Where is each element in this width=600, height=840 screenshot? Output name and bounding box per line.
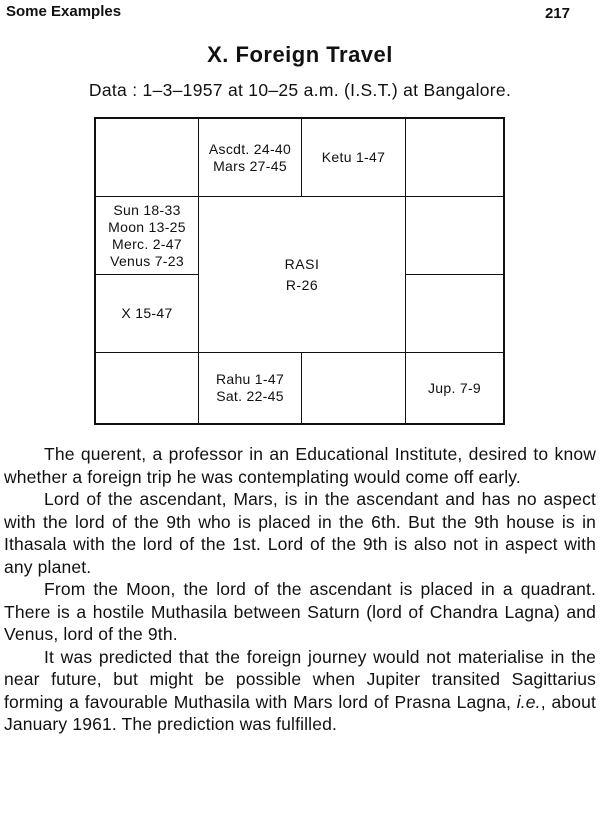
paragraph: The querent, a professor in an Educational Institute, desired to know whether a foreign trip he was contemplating would come off early.	[4, 444, 596, 487]
chart-center	[199, 197, 406, 353]
section-title: X. Foreign Travel	[207, 42, 393, 67]
chart-house-r1c1	[96, 119, 199, 197]
paragraph: Lord of the ascendant, Mars, is in the ascendant and has no aspect with the lord of the 9th who is placed in the 6th. But the 9th house is in Ithasala with the lord of the 1st. Lord of the 9th is also not in aspect with any planet.	[4, 489, 596, 577]
chart-entry: Mars 27-45	[213, 157, 287, 174]
chart-house-r4c1	[96, 353, 199, 423]
chart-entry: Venus 7-23	[110, 252, 184, 269]
chart-entry: Ascdt. 24-40	[208, 140, 292, 157]
chart-entry: Merc. 2-47	[112, 235, 182, 252]
chart-house-r2c4	[406, 197, 503, 275]
chart-entry: X 15-47	[121, 305, 173, 321]
rasi-chart	[94, 117, 505, 425]
paragraph-text: It was predicted that the foreign journey would not materialise in the near future, but might be possible when Jupiter transited Sagittarius forming a favourable Muthasila with Mars lord of Prasna Lagna,	[4, 646, 596, 712]
chart-house-r3c1	[96, 275, 199, 353]
chart-entry: Rahu 1-47	[215, 371, 285, 387]
chart-entry: Sun 18-33	[113, 201, 181, 218]
chart-house-r4c4	[406, 353, 503, 423]
chart-entry: Ketu 1-47	[321, 149, 386, 165]
chart-house-r1c4	[406, 119, 503, 197]
chart-house-r1c2	[199, 119, 302, 197]
chart-house-r4c2	[199, 353, 302, 423]
chart-entry: Sat. 22-45	[216, 388, 284, 404]
chart-house-r2c1	[96, 197, 199, 275]
chart-house-r1c3	[302, 119, 406, 197]
chart-center-label: RASI	[284, 255, 320, 272]
abbreviation-ie: i.e.	[516, 691, 541, 712]
paragraph: From the Moon, the lord of the ascendant is placed in a quadrant. There is a hostile Muthasila between Saturn (lord of Chandra Lagna) and Venus, lord of the 9th.	[4, 579, 596, 644]
running-head: Some Examples	[6, 3, 122, 20]
chart-house-r4c3	[302, 353, 406, 423]
chart-house-r3c4	[406, 275, 503, 353]
paragraph-text: , about January 1961. The prediction was fulfilled.	[4, 691, 596, 734]
chart-data-line: Data : 1–3–1957 at 10–25 a.m. (I.S.T.) at Bangalore.	[88, 80, 512, 100]
chart-center-sub: R-26	[285, 276, 319, 293]
body-text	[4, 443, 596, 736]
chart-entry: Moon 13-25	[108, 218, 186, 235]
page-number: 217	[544, 5, 570, 22]
paragraph	[4, 646, 596, 736]
chart-entry: Jup. 7-9	[428, 379, 481, 396]
